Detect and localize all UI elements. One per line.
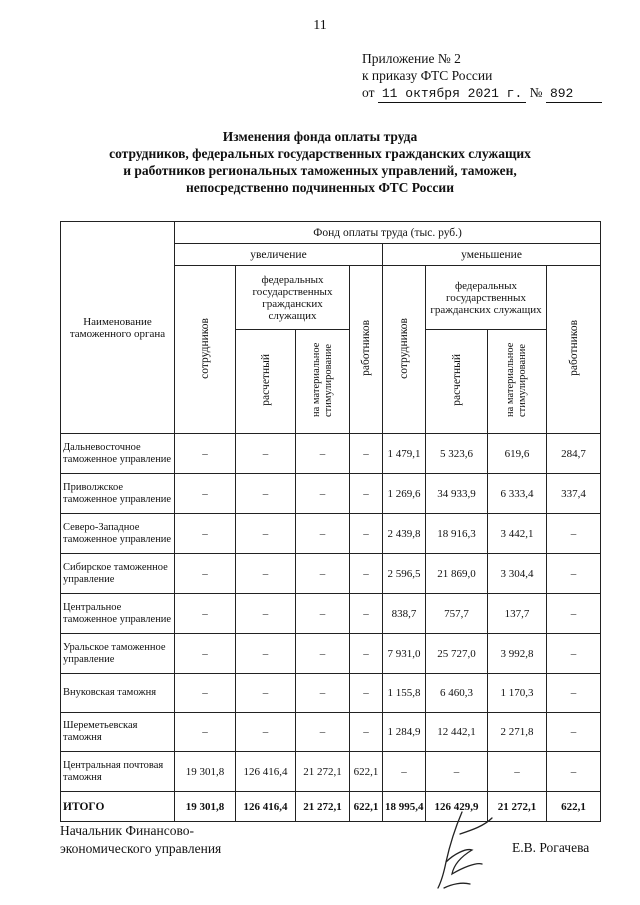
payroll-table bbox=[60, 221, 601, 822]
cell-value: – bbox=[350, 434, 383, 474]
header-decrease: уменьшение bbox=[383, 244, 601, 266]
header-increase: увеличение bbox=[175, 244, 383, 266]
cell-value: – bbox=[350, 594, 383, 634]
order-number: 892 bbox=[546, 85, 602, 103]
cell-value: 1 479,1 bbox=[383, 434, 426, 474]
total-row bbox=[61, 792, 601, 822]
cell-value: 5 323,6 bbox=[426, 434, 488, 474]
cell-value: – bbox=[350, 713, 383, 752]
appendix-block bbox=[362, 50, 602, 103]
cell-value: – bbox=[296, 474, 350, 514]
table-row bbox=[61, 752, 601, 792]
organ-name: Дальневосточное таможенное управление bbox=[61, 434, 175, 474]
cell-value: 757,7 bbox=[426, 594, 488, 634]
cell-value: – bbox=[175, 594, 236, 634]
cell-value: 2 439,8 bbox=[383, 514, 426, 554]
organ-name: Центральное таможенное управление bbox=[61, 594, 175, 634]
organ-name: Приволжское таможенное управление bbox=[61, 474, 175, 514]
cell-value: – bbox=[236, 594, 296, 634]
cell-value: – bbox=[175, 514, 236, 554]
table-row bbox=[61, 514, 601, 554]
cell-value: 21 272,1 bbox=[488, 792, 547, 822]
cell-value: 34 933,9 bbox=[426, 474, 488, 514]
cell-value: 622,1 bbox=[350, 752, 383, 792]
cell-value: – bbox=[175, 554, 236, 594]
title-line-4: непосредственно подчиненных ФТС России bbox=[186, 180, 454, 195]
header-fund: Фонд оплаты труда (тыс. руб.) bbox=[175, 222, 601, 244]
table-row bbox=[61, 674, 601, 713]
cell-value: – bbox=[383, 752, 426, 792]
cell-value: 838,7 bbox=[383, 594, 426, 634]
position-line-2: экономического управления bbox=[60, 841, 222, 856]
cell-value: 1 170,3 bbox=[488, 674, 547, 713]
cell-value: – bbox=[175, 674, 236, 713]
header-inc-calculated: расчетный bbox=[236, 330, 296, 434]
cell-value: 18 916,3 bbox=[426, 514, 488, 554]
table-row bbox=[61, 594, 601, 634]
cell-value: – bbox=[547, 594, 601, 634]
handwritten-signature bbox=[432, 804, 502, 894]
table-row bbox=[61, 474, 601, 514]
header-inc-workers: работников bbox=[350, 266, 383, 434]
cell-value: – bbox=[547, 634, 601, 674]
cell-value: – bbox=[236, 554, 296, 594]
header-organ-name: Наименование таможенного органа bbox=[61, 222, 175, 434]
cell-value: – bbox=[236, 674, 296, 713]
table-row bbox=[61, 554, 601, 594]
cell-value: – bbox=[236, 634, 296, 674]
cell-value: 18 995,4 bbox=[383, 792, 426, 822]
cell-value: 21 272,1 bbox=[296, 752, 350, 792]
cell-value: 1 269,6 bbox=[383, 474, 426, 514]
cell-value: – bbox=[175, 434, 236, 474]
cell-value: 25 727,0 bbox=[426, 634, 488, 674]
number-prefix: № bbox=[529, 85, 543, 100]
cell-value: – bbox=[547, 514, 601, 554]
cell-value: 126 416,4 bbox=[236, 752, 296, 792]
cell-value: 19 301,8 bbox=[175, 792, 236, 822]
cell-value: 1 284,9 bbox=[383, 713, 426, 752]
cell-value: 622,1 bbox=[350, 792, 383, 822]
header-dec-civil: федеральных государственных гражданских служащих bbox=[426, 266, 547, 330]
organ-name: Уральское таможенное управление bbox=[61, 634, 175, 674]
cell-value: – bbox=[350, 514, 383, 554]
header-inc-civil: федеральных государственных гражданских служащих bbox=[236, 266, 350, 330]
header-dec-calculated: расчетный bbox=[426, 330, 488, 434]
cell-value: – bbox=[350, 474, 383, 514]
cell-value: – bbox=[236, 713, 296, 752]
appendix-title: Приложение № 2 bbox=[362, 51, 461, 66]
cell-value: 126 416,4 bbox=[236, 792, 296, 822]
header-dec-employees: сотрудников bbox=[383, 266, 426, 434]
cell-value: 284,7 bbox=[547, 434, 601, 474]
organ-name: Северо-Западное таможенное управление bbox=[61, 514, 175, 554]
cell-value: – bbox=[236, 474, 296, 514]
table-row bbox=[61, 634, 601, 674]
cell-value: – bbox=[296, 713, 350, 752]
cell-value: – bbox=[175, 474, 236, 514]
cell-value: – bbox=[296, 634, 350, 674]
cell-value: – bbox=[350, 554, 383, 594]
cell-value: – bbox=[175, 713, 236, 752]
cell-value: – bbox=[350, 674, 383, 713]
order-date: 11 октября 2021 г. bbox=[378, 85, 526, 103]
position-line-1: Начальник Финансово- bbox=[60, 823, 194, 838]
cell-value: 6 333,4 bbox=[488, 474, 547, 514]
cell-value: – bbox=[488, 752, 547, 792]
cell-value: 6 460,3 bbox=[426, 674, 488, 713]
cell-value: – bbox=[547, 713, 601, 752]
cell-value: – bbox=[236, 434, 296, 474]
cell-value: 21 869,0 bbox=[426, 554, 488, 594]
page-number: 11 bbox=[313, 18, 327, 33]
cell-value: 622,1 bbox=[547, 792, 601, 822]
cell-value: 12 442,1 bbox=[426, 713, 488, 752]
cell-value: 2 596,5 bbox=[383, 554, 426, 594]
cell-value: – bbox=[547, 554, 601, 594]
cell-value: 21 272,1 bbox=[296, 792, 350, 822]
date-prefix: от bbox=[362, 85, 375, 100]
header-dec-incentive: на материальное стимулирование bbox=[488, 330, 547, 434]
cell-value: 137,7 bbox=[488, 594, 547, 634]
header-dec-workers: работников bbox=[547, 266, 601, 434]
cell-value: – bbox=[175, 634, 236, 674]
cell-value: – bbox=[296, 514, 350, 554]
organ-name: Шереметьевская таможня bbox=[61, 713, 175, 752]
cell-value: 1 155,8 bbox=[383, 674, 426, 713]
header-inc-employees: сотрудников bbox=[175, 266, 236, 434]
total-label: ИТОГО bbox=[61, 792, 175, 822]
cell-value: – bbox=[426, 752, 488, 792]
signatory-position bbox=[60, 822, 221, 858]
cell-value: 3 304,4 bbox=[488, 554, 547, 594]
header-inc-incentive: на материальное стимулирование bbox=[296, 330, 350, 434]
cell-value: – bbox=[236, 514, 296, 554]
cell-value: 3 992,8 bbox=[488, 634, 547, 674]
cell-value: – bbox=[547, 674, 601, 713]
cell-value: – bbox=[296, 434, 350, 474]
cell-value: – bbox=[296, 594, 350, 634]
table-row bbox=[61, 713, 601, 752]
organ-name: Центральная почтовая таможня bbox=[61, 752, 175, 792]
cell-value: – bbox=[547, 752, 601, 792]
cell-value: – bbox=[296, 554, 350, 594]
title-line-1: Изменения фонда оплаты труда bbox=[222, 129, 418, 144]
organ-name: Внуковская таможня bbox=[61, 674, 175, 713]
organ-name: Сибирское таможенное управление bbox=[61, 554, 175, 594]
cell-value: – bbox=[296, 674, 350, 713]
appendix-order-ref: к приказу ФТС России bbox=[362, 68, 493, 83]
document-title bbox=[60, 128, 580, 196]
appendix-date-line bbox=[362, 84, 602, 103]
cell-value: 619,6 bbox=[488, 434, 547, 474]
cell-value: 19 301,8 bbox=[175, 752, 236, 792]
title-line-3: и работников региональных таможенных управлений, таможен, bbox=[123, 163, 517, 178]
table-row bbox=[61, 434, 601, 474]
signatory-name: Е.В. Рогачева bbox=[512, 840, 590, 855]
cell-value: 3 442,1 bbox=[488, 514, 547, 554]
cell-value: – bbox=[350, 634, 383, 674]
cell-value: 337,4 bbox=[547, 474, 601, 514]
title-line-2: сотрудников, федеральных государственных гражданских служащих bbox=[109, 146, 531, 161]
cell-value: 7 931,0 bbox=[383, 634, 426, 674]
cell-value: 2 271,8 bbox=[488, 713, 547, 752]
cell-value: 126 429,9 bbox=[426, 792, 488, 822]
